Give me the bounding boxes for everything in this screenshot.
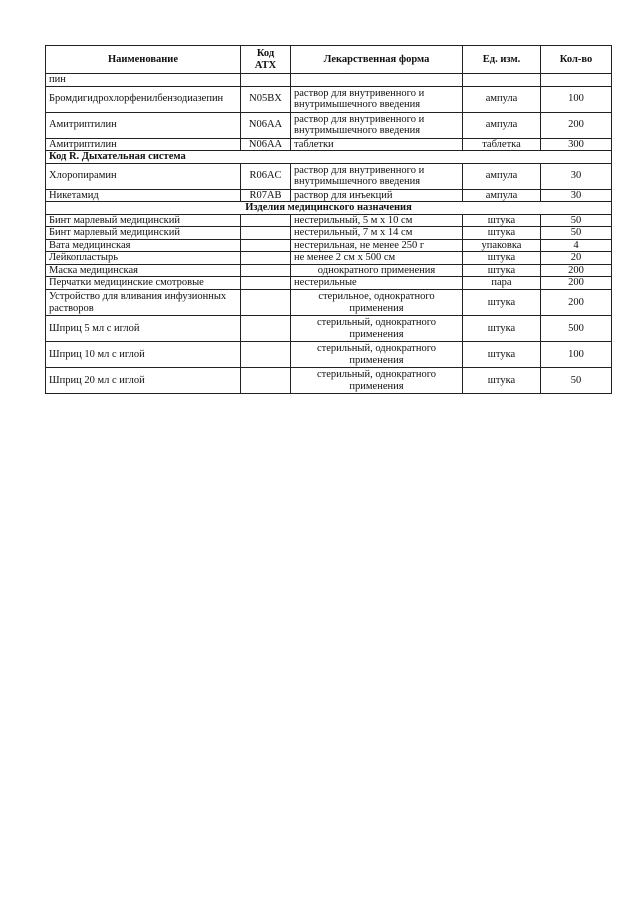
cell-name: Шприц 20 мл с иглой <box>46 368 241 394</box>
table-row <box>46 74 612 87</box>
cell-code: R06AC <box>241 163 291 189</box>
header-code-line1: Код <box>256 47 275 59</box>
cell-form: раствор для внутривенного и внутримышечного введения <box>291 86 463 112</box>
cell-form: стерильное, однократного применения <box>291 290 463 316</box>
cell-unit: таблетка <box>463 138 541 151</box>
cell-code <box>241 368 291 394</box>
table-row <box>46 277 612 290</box>
cell-qty: 20 <box>541 252 612 265</box>
cell-code <box>241 277 291 290</box>
cell-form: нестерильный, 5 м х 10 см <box>291 214 463 227</box>
cell-qty: 500 <box>541 316 612 342</box>
table-row <box>46 227 612 240</box>
cell-form: раствор для инъекций <box>291 189 463 202</box>
cell-form: нестерильный, 7 м х 14 см <box>291 227 463 240</box>
section-title-respiratory: Код R. Дыхательная система <box>46 151 612 164</box>
header-name: Наименование <box>46 46 241 74</box>
cell-qty: 100 <box>541 342 612 368</box>
cell-unit <box>463 74 541 87</box>
cell-form <box>291 74 463 87</box>
header-code <box>241 46 291 74</box>
section-row-respiratory <box>46 151 612 164</box>
cell-name: Бинт марлевый медицинский <box>46 227 241 240</box>
cell-qty: 200 <box>541 264 612 277</box>
table-row <box>46 86 612 112</box>
cell-unit: штука <box>463 264 541 277</box>
cell-form: однократного применения <box>291 264 463 277</box>
cell-code: R07AB <box>241 189 291 202</box>
cell-form: стерильный, однократного применения <box>291 342 463 368</box>
cell-form: раствор для внутривенного и внутримышечного введения <box>291 163 463 189</box>
table-row <box>46 252 612 265</box>
header-unit: Ед. изм. <box>463 46 541 74</box>
cell-name: Устройство для вливания инфузионных растворов <box>46 290 241 316</box>
cell-name: пин <box>46 74 241 87</box>
cell-unit: упаковка <box>463 239 541 252</box>
cell-form: раствор для внутривенного и внутримышечного введения <box>291 112 463 138</box>
cell-code <box>241 227 291 240</box>
cell-qty: 4 <box>541 239 612 252</box>
cell-name: Шприц 5 мл с иглой <box>46 316 241 342</box>
cell-name: Никетамид <box>46 189 241 202</box>
cell-code: N06AA <box>241 112 291 138</box>
section-row-medical-products <box>46 202 612 215</box>
table-row <box>46 112 612 138</box>
cell-code <box>241 214 291 227</box>
header-code-line2: ATX <box>254 59 277 71</box>
table-row <box>46 316 612 342</box>
cell-unit: ампула <box>463 112 541 138</box>
header-qty: Кол-во <box>541 46 612 74</box>
header-form: Лекарственная форма <box>291 46 463 74</box>
cell-qty: 50 <box>541 227 612 240</box>
cell-name: Бинт марлевый медицинский <box>46 214 241 227</box>
cell-code <box>241 342 291 368</box>
cell-qty: 200 <box>541 112 612 138</box>
cell-form: таблетки <box>291 138 463 151</box>
cell-code <box>241 290 291 316</box>
document-page <box>45 45 611 394</box>
table-row <box>46 138 612 151</box>
cell-unit: штука <box>463 290 541 316</box>
cell-code <box>241 264 291 277</box>
cell-name: Перчатки медицинские смотровые <box>46 277 241 290</box>
table-header-row <box>46 46 612 74</box>
cell-qty: 200 <box>541 290 612 316</box>
cell-qty: 300 <box>541 138 612 151</box>
cell-code <box>241 74 291 87</box>
cell-unit: штука <box>463 214 541 227</box>
cell-form: не менее 2 см х 500 см <box>291 252 463 265</box>
cell-qty: 50 <box>541 214 612 227</box>
cell-name: Бромдигидрохлорфенилбензодиазепин <box>46 86 241 112</box>
cell-form: стерильный, однократного применения <box>291 316 463 342</box>
cell-qty: 100 <box>541 86 612 112</box>
cell-form: нестерильные <box>291 277 463 290</box>
table-row <box>46 239 612 252</box>
table-row <box>46 368 612 394</box>
table-row <box>46 342 612 368</box>
cell-unit: штука <box>463 316 541 342</box>
cell-qty: 30 <box>541 189 612 202</box>
cell-code <box>241 316 291 342</box>
cell-name: Маска медицинская <box>46 264 241 277</box>
table-row <box>46 290 612 316</box>
medication-table <box>45 45 612 394</box>
cell-unit: ампула <box>463 86 541 112</box>
cell-unit: ампула <box>463 163 541 189</box>
cell-unit: штука <box>463 252 541 265</box>
table-row <box>46 264 612 277</box>
cell-unit: пара <box>463 277 541 290</box>
table-row <box>46 163 612 189</box>
cell-name: Шприц 10 мл с иглой <box>46 342 241 368</box>
cell-unit: штука <box>463 227 541 240</box>
cell-name: Вата медицинская <box>46 239 241 252</box>
cell-qty: 30 <box>541 163 612 189</box>
cell-qty: 50 <box>541 368 612 394</box>
cell-form: стерильный, однократного применения <box>291 368 463 394</box>
section-title-medical-products: Изделия медицинского назначения <box>46 202 612 215</box>
cell-name: Лейкопластырь <box>46 252 241 265</box>
cell-qty: 200 <box>541 277 612 290</box>
cell-code: N06AA <box>241 138 291 151</box>
cell-code <box>241 239 291 252</box>
cell-qty <box>541 74 612 87</box>
cell-code <box>241 252 291 265</box>
cell-unit: штука <box>463 368 541 394</box>
cell-unit: штука <box>463 342 541 368</box>
cell-name: Амитриптилин <box>46 112 241 138</box>
cell-name: Амитриптилин <box>46 138 241 151</box>
cell-code: N05BX <box>241 86 291 112</box>
cell-name: Хлоропирамин <box>46 163 241 189</box>
cell-form: нестерильная, не менее 250 г <box>291 239 463 252</box>
table-row <box>46 189 612 202</box>
table-row <box>46 214 612 227</box>
cell-unit: ампула <box>463 189 541 202</box>
